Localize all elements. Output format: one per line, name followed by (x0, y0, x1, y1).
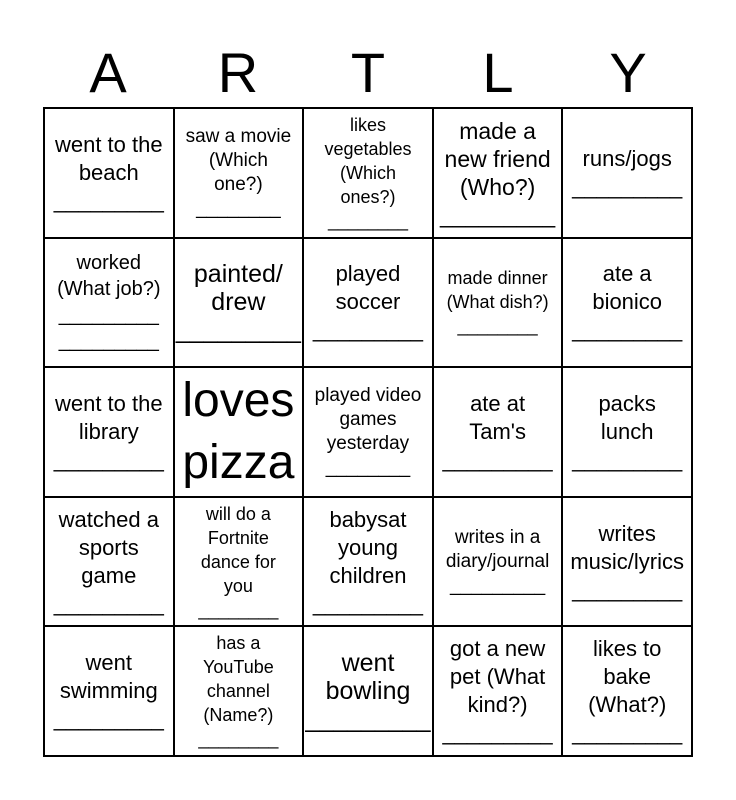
cell-text: writes music/lyrics _________ (570, 520, 685, 602)
bingo-cell (433, 108, 563, 238)
bingo-cell (44, 108, 174, 238)
bingo-cell (433, 497, 563, 627)
cell-text: has a YouTube channel (Name?) ________ (198, 633, 279, 750)
bingo-cell (44, 626, 174, 756)
cell-text: babysat young children _________ (312, 506, 424, 616)
header-letter: Y (609, 41, 647, 104)
header-letter: A (89, 41, 127, 104)
cell-text: loves pizza (182, 374, 295, 489)
bingo-cell (303, 497, 433, 627)
cell-text: painted/ drew _________ (175, 260, 301, 345)
cell-text: packs lunch _________ (572, 390, 683, 472)
cell-text: writes in a diary/journal _________ (445, 526, 550, 596)
cell-text: went to the beach _________ (53, 131, 164, 213)
cell-text: played video games yesterday ________ (314, 384, 422, 478)
bingo-cell (562, 497, 692, 627)
cell-text: went bowling _________ (305, 649, 431, 734)
cell-text: ate at Tam's _________ (442, 390, 553, 472)
cell-text: worked (What job?) _________ _________ (57, 252, 161, 353)
bingo-header (43, 40, 693, 106)
cell-text: saw a movie (Which one?) ________ (185, 125, 292, 219)
cell-text: went to the library _________ (53, 390, 164, 472)
cell-text: runs/jogs _________ (572, 145, 683, 199)
bingo-cell (433, 367, 563, 497)
bingo-cell (303, 626, 433, 756)
cell-text: likes vegetables (Which ones?) ________ (324, 114, 412, 231)
bingo-cell (174, 238, 304, 368)
bingo-cell (44, 497, 174, 627)
bingo-cell (562, 626, 692, 756)
cell-text: got a new pet (What kind?) _________ (442, 636, 553, 746)
bingo-cell (44, 238, 174, 368)
cell-text: played soccer _________ (312, 261, 424, 343)
cell-text: went swimming _________ (53, 650, 164, 732)
bingo-cell (433, 238, 563, 368)
cell-text: ate a bionico _________ (572, 261, 683, 343)
bingo-cell (174, 497, 304, 627)
bingo-cell (174, 626, 304, 756)
header-letter: L (482, 41, 514, 104)
bingo-cell (303, 238, 433, 368)
bingo-cell (44, 367, 174, 497)
header-letter: T (350, 41, 386, 104)
bingo-board (43, 107, 693, 757)
bingo-cell (433, 626, 563, 756)
cell-text: made dinner (What dish?) ________ (446, 268, 549, 337)
bingo-cell (303, 367, 433, 497)
header-letter: R (217, 41, 259, 104)
bingo-cell (303, 108, 433, 238)
cell-text: watched a sports game _________ (53, 506, 164, 616)
bingo-cell (562, 108, 692, 238)
cell-text: will do a Fortnite dance for you ________ (198, 503, 279, 620)
cell-text: likes to bake (What?) _________ (572, 636, 683, 746)
cell-text: made a new friend (Who?) _________ (440, 117, 556, 228)
bingo-cell (174, 108, 304, 238)
bingo-cell (562, 238, 692, 368)
bingo-cell (174, 367, 304, 497)
bingo-cell (562, 367, 692, 497)
